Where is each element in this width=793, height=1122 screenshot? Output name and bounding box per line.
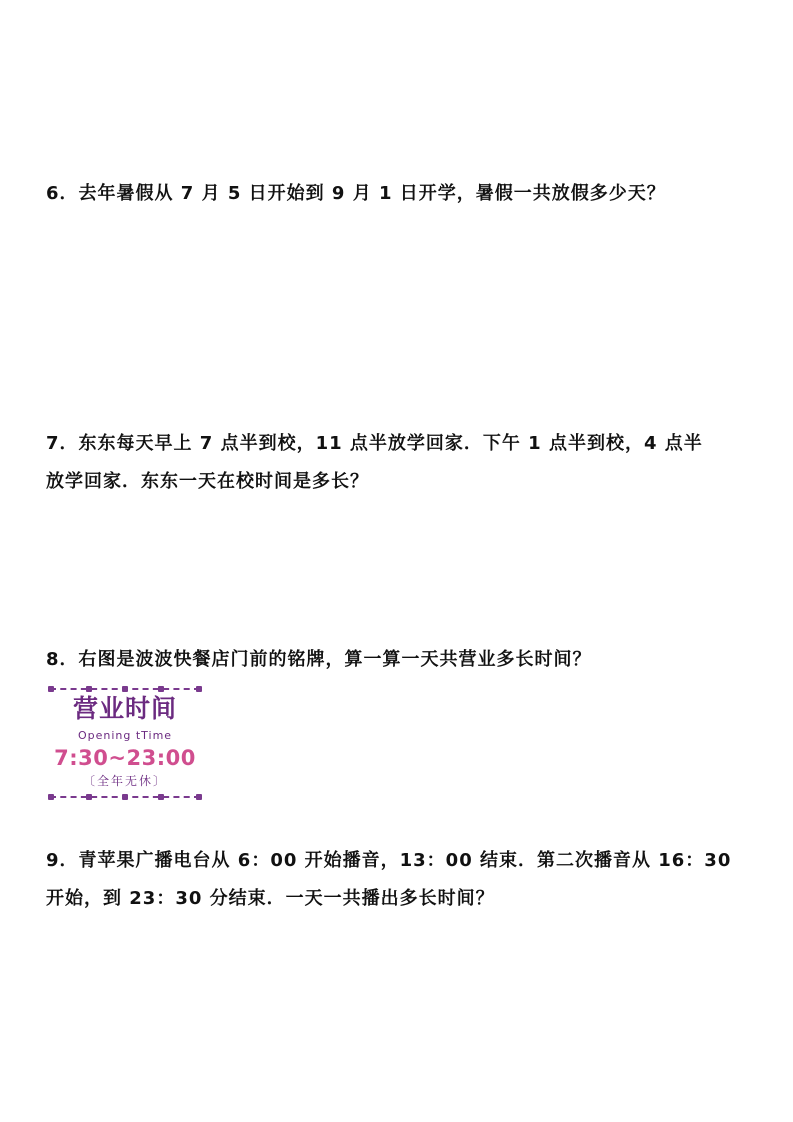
rule-dot — [158, 794, 164, 800]
question-9-text-line1: 9．青苹果广播电台从 6：00 开始播音，13：00 结束．第二次播音从 16：30 — [46, 850, 732, 871]
rule-dot — [196, 794, 202, 800]
question-7-text-line2: 放学回家．东东一天在校时间是多长？ — [46, 471, 369, 492]
sign-subtitle: Opening tTime — [77, 729, 173, 742]
opening-hours-sign — [50, 688, 200, 800]
rule-dot — [122, 686, 128, 692]
rule-dot — [158, 686, 164, 692]
sign-title: 营业时间 — [72, 694, 177, 723]
rule-dot — [86, 686, 92, 692]
rule-dot — [122, 794, 128, 800]
rule-dot — [196, 686, 202, 692]
question-9-text-line2: 开始，到 23：30 分结束．一天一共播出多长时间？ — [46, 888, 495, 909]
rule-dot — [48, 794, 54, 800]
sign-note: 〔全年无休〕 — [82, 774, 167, 788]
question-6-text: 6．去年暑假从 7 月 5 日开始到 9 月 1 日开学，暑假一共放假多少天？ — [46, 183, 666, 204]
sign-bottom-dashed-rule — [50, 796, 200, 798]
sign-top-dashed-rule — [50, 688, 200, 690]
rule-dot — [48, 686, 54, 692]
rule-dot — [86, 794, 92, 800]
sign-hours: 7:30~23:00 — [54, 746, 196, 770]
question-7-text-line1: 7．东东每天早上 7 点半到校，11 点半放学回家．下午 1 点半到校，4 点半 — [46, 433, 703, 454]
question-8-text: 8．右图是波波快餐店门前的铭牌，算一算一天共营业多长时间？ — [46, 649, 592, 670]
